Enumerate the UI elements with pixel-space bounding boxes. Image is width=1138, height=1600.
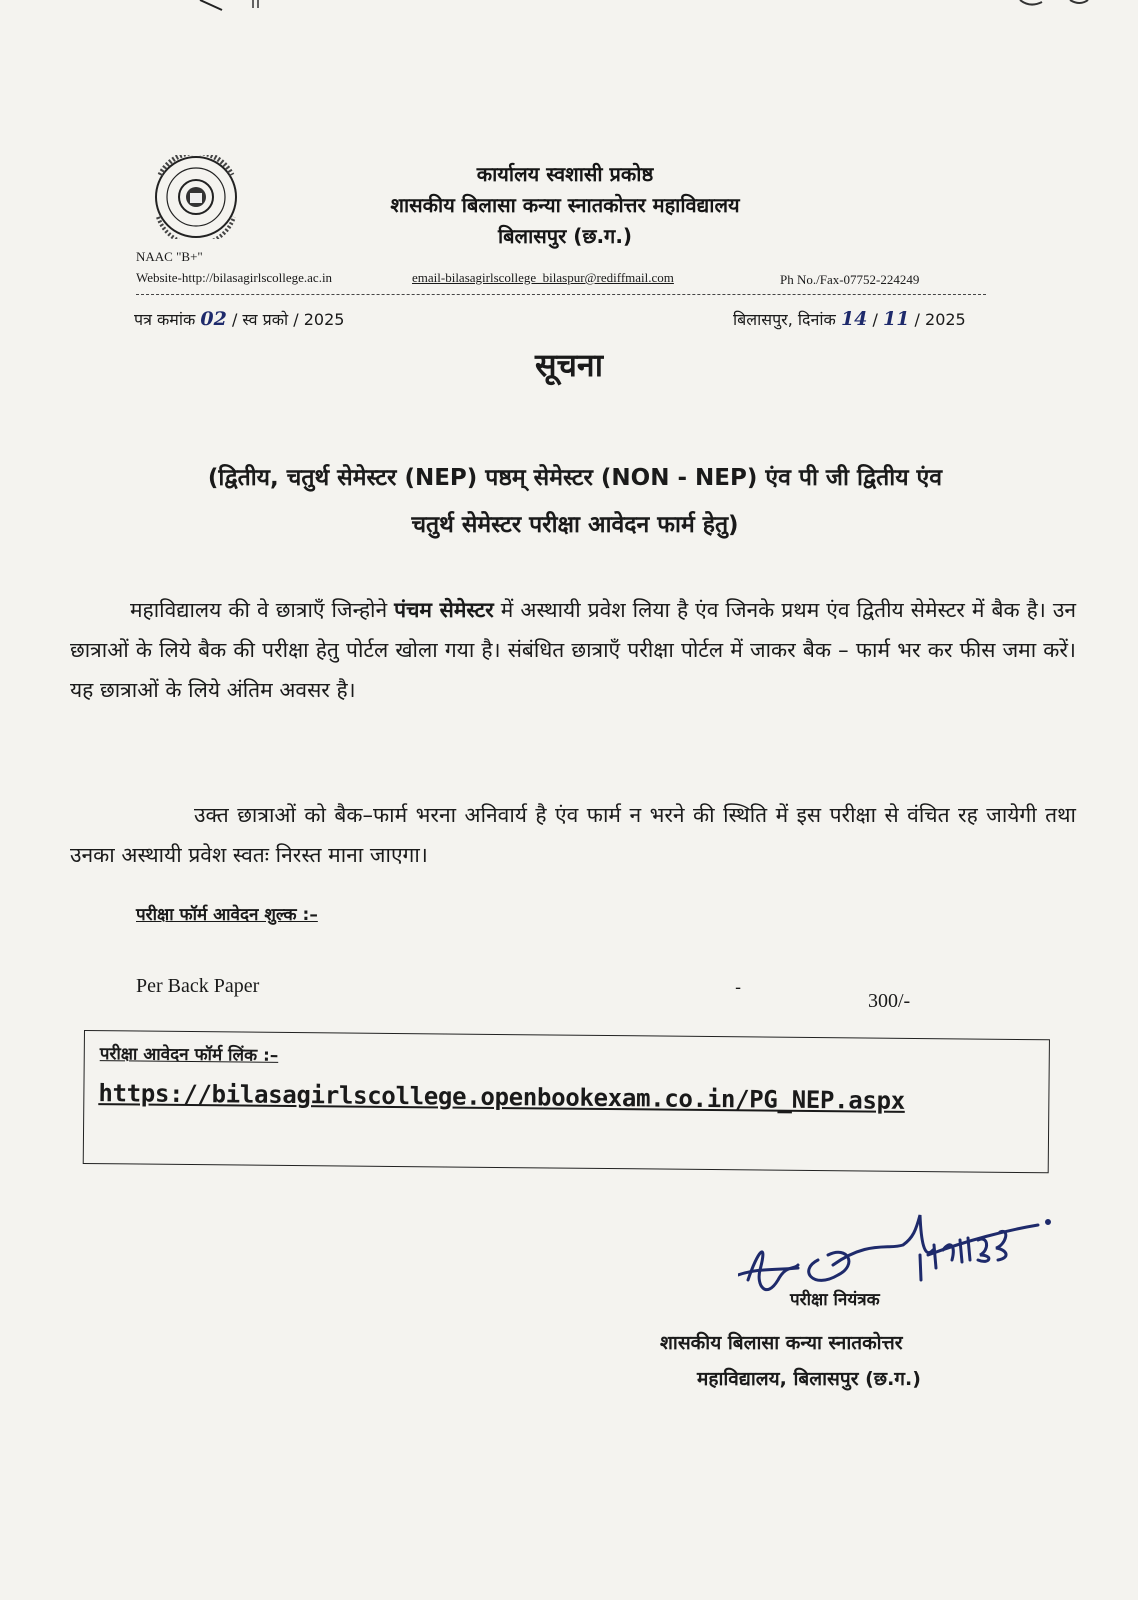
reference-number: [134, 308, 344, 330]
email-link[interactable]: email-bilasagirlscollege_bilaspur@rediffmail.com: [412, 270, 674, 285]
signature-icon: [738, 1210, 1068, 1310]
paragraph-2: उक्त छात्राओं को बैक–फार्म भरना अनिवार्य है एंव फार्म न भरने की स्थिति में इस परीक्षा से वंचित रह जायेगी तथा उनका अस्थायी प्रवेश स्वतः निरस्त माना जाएगा।: [70, 803, 1076, 867]
reference-handwritten-number: 02: [200, 308, 227, 330]
signatory-college-line-2: महाविद्यालय, बिलासपुर (छ.ग.): [697, 1368, 921, 1390]
date-month: 11: [882, 308, 910, 330]
naac-grade: NAAC "B+": [136, 249, 203, 264]
paragraph-1: [70, 590, 1076, 710]
subject-line-2: चतुर्थ सेमेस्टर परीक्षा आवेदन फार्म हेतु): [411, 512, 739, 538]
form-link-box: [83, 1030, 1050, 1173]
phone-number: Ph No./Fax-07752-224249: [780, 272, 920, 287]
office-name: कार्यालय स्वशासी प्रकोष्ठ: [476, 162, 654, 186]
notice-subject: [70, 455, 1080, 549]
college-seal-icon: [140, 155, 252, 239]
signatory-title: परीक्षा नियंत्रक: [790, 1290, 880, 1310]
reference-suffix: / स्व प्रको / 2025: [231, 310, 345, 329]
letterhead-divider: [136, 294, 986, 295]
scan-edge-marks: [0, 0, 1138, 12]
notice-date: बिलासपुर, दिनांक 14 / 11 / 2025: [733, 308, 966, 330]
form-link-label: परीक्षा आवेदन फॉर्म लिंक :–: [99, 1044, 279, 1066]
subject-line-1: (द्वितीय, चतुर्थ सेमेस्टर (NEP) पष्ठम् सेमेस्टर (NON - NEP) एंव पी जी द्वितीय एंव: [207, 465, 943, 491]
contact-row: [136, 270, 976, 288]
college-name: शासकीय बिलासा कन्या स्नातकोत्तर महाविद्यालय: [390, 193, 740, 217]
website-link[interactable]: Website-http://bilasagirlscollege.ac.in: [136, 270, 333, 285]
date-day: 14: [840, 308, 868, 330]
paragraph-1-start: महाविद्यालय की वे छात्राएँ जिन्होने: [130, 598, 388, 622]
reference-label: पत्र कमांक: [134, 310, 196, 329]
date-label: बिलासपुर, दिनांक: [733, 310, 836, 329]
date-year: / 2025: [914, 310, 966, 329]
notice-title: सूचना: [534, 346, 603, 384]
form-link-url[interactable]: https://bilasagirlscollege.openbookexam.co.in/PG_NEP.aspx: [98, 1079, 906, 1115]
signatory-college-line-1: शासकीय बिलासा कन्या स्नातकोत्तर: [660, 1332, 903, 1354]
fee-separator: -: [735, 978, 742, 998]
college-city: बिलासपुर (छ.ग.): [497, 224, 633, 248]
fee-heading: परीक्षा फॉर्म आवेदन शुल्क :–: [136, 905, 318, 925]
fee-value: 300/-: [868, 990, 911, 1012]
fee-label: Per Back Paper: [136, 975, 260, 997]
paragraph-1-rest: में अस्थायी प्रवेश लिया है एंव जिनके प्रथम एंव द्वितीय सेमेस्टर में बैक है। उन छात्राओं के लिये बैक की परीक्षा हेतु पोर्टल खोला गया है। संबंधित छात्राएँ परीक्षा पोर्टल में जाकर बैक – फार्म भर कर फीस जमा करें। यह छात्राओं के लिये अंतिम अवसर है।: [70, 598, 1076, 702]
paragraph-1-bold: पंचम सेमेस्टर: [394, 598, 494, 622]
